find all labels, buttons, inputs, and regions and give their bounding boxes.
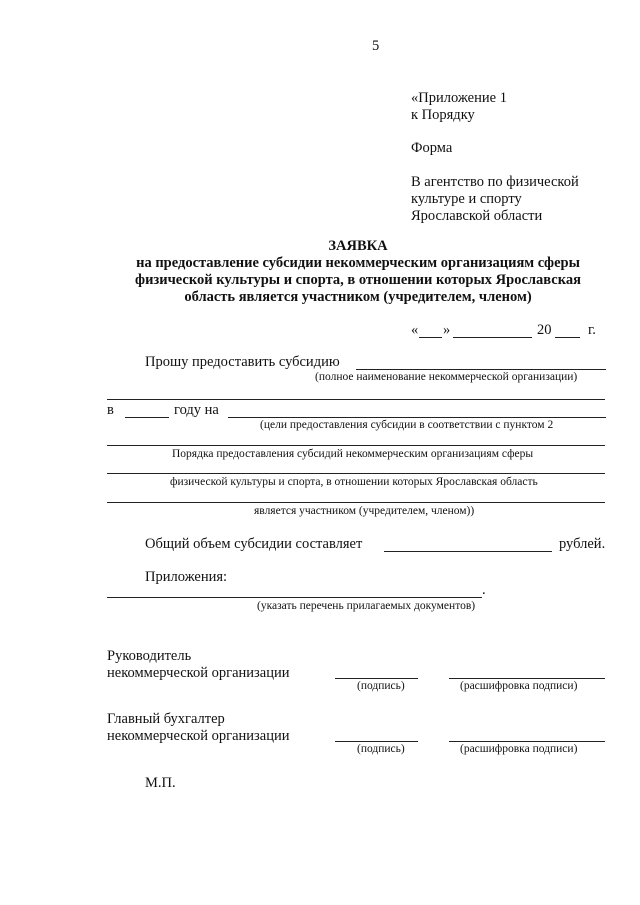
date-year-prefix: 20: [537, 322, 552, 338]
title-heading: ЗАЯВКА: [328, 238, 388, 254]
signer-title-line: Руководитель: [107, 648, 192, 664]
total-label: Общий объем субсидии составляет: [145, 536, 363, 552]
signer-title-line: некоммерческой организации: [107, 728, 290, 744]
title-line: физической культуры и спорта, в отношении которых Ярославская: [135, 272, 581, 288]
date-close-quote: »: [443, 322, 451, 338]
org-name-hint: (полное наименование некоммерческой организации): [315, 371, 578, 383]
addressee-line: Ярославской области: [411, 208, 543, 224]
attachments-dot: .: [482, 582, 486, 598]
director-signature-field[interactable]: [335, 678, 418, 679]
purpose-field-line-2[interactable]: [107, 445, 605, 446]
total-amount-field[interactable]: [384, 551, 552, 552]
stamp-place: М.П.: [145, 775, 176, 791]
document-title: [100, 238, 616, 306]
transcript-hint: (расшифровка подписи): [460, 743, 578, 755]
purpose-field-line-4[interactable]: [107, 502, 605, 503]
accountant-title: [107, 711, 289, 745]
director-transcript-field[interactable]: [449, 678, 605, 679]
title-line: на предоставление субсидии некоммерческим организациям сферы: [136, 255, 580, 271]
accountant-transcript-field[interactable]: [449, 741, 605, 742]
annex-block: [411, 90, 507, 124]
date-month-field[interactable]: [453, 337, 532, 338]
form-label: Форма: [411, 140, 453, 156]
date-day-field[interactable]: [419, 337, 442, 338]
total-unit: рублей.: [559, 536, 606, 552]
purpose-hint: Порядка предоставления субсидий некоммерческим организациям сферы: [172, 448, 534, 460]
purpose-field-line-3[interactable]: [107, 473, 605, 474]
purpose-hint: является участником (учредителем, членом)): [254, 505, 475, 517]
accountant-signature-field[interactable]: [335, 741, 418, 742]
attachments-hint: (указать перечень прилагаемых документов): [257, 600, 476, 612]
date-year-field[interactable]: [555, 337, 580, 338]
signature-hint: (подпись): [357, 680, 405, 692]
signer-title-line: Главный бухгалтер: [107, 711, 225, 727]
addressee-line: культуре и спорту: [411, 191, 522, 207]
addressee-line: В агентство по физической: [411, 174, 579, 190]
org-name-field[interactable]: [356, 369, 606, 370]
attachments-field[interactable]: [107, 597, 482, 598]
title-line: область является участником (учредителем, членом): [184, 289, 532, 305]
transcript-hint: (расшифровка подписи): [460, 680, 578, 692]
org-name-field-continued[interactable]: [107, 399, 605, 400]
year-field[interactable]: [125, 417, 169, 418]
purpose-field[interactable]: [228, 417, 606, 418]
purpose-hint: физической культуры и спорта, в отношении которых Ярославская область: [170, 476, 538, 488]
date-open-quote: «: [411, 322, 419, 338]
request-prompt: Прошу предоставить субсидию: [145, 354, 340, 370]
director-title: [107, 648, 289, 682]
annex-line-1: «Приложение 1: [411, 90, 507, 106]
signature-hint: (подпись): [357, 743, 405, 755]
in-label: в: [107, 402, 114, 418]
signer-title-line: некоммерческой организации: [107, 665, 290, 681]
addressee-block: [411, 174, 579, 225]
year-on-label: году на: [174, 402, 219, 418]
page-number: 5: [372, 38, 380, 54]
date-suffix: г.: [588, 322, 596, 338]
purpose-hint: (цели предоставления субсидии в соответствии с пунктом 2: [260, 419, 554, 431]
annex-line-2: к Порядку: [411, 107, 475, 123]
attachments-label: Приложения:: [145, 569, 228, 585]
